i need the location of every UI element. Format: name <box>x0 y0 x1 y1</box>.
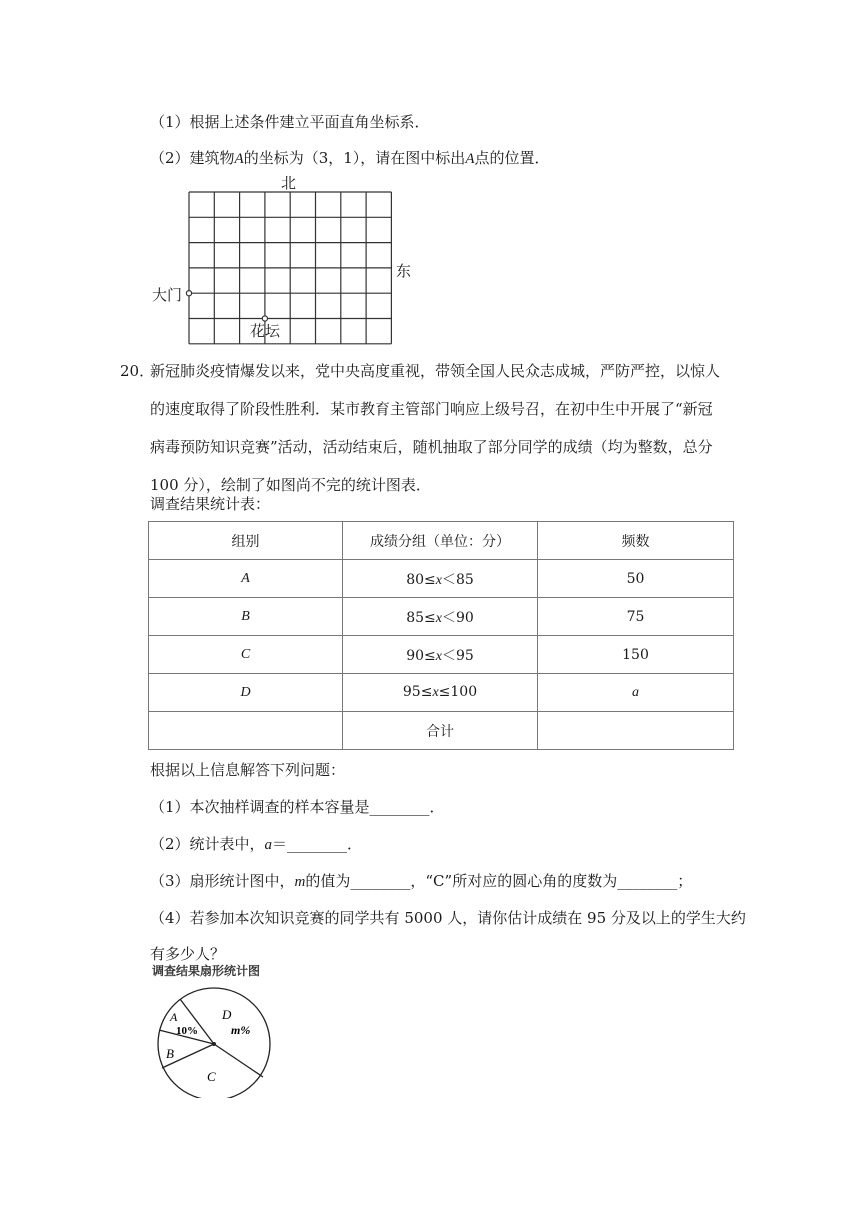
range-cell: 90≤x＜95 <box>343 636 538 674</box>
q20-line: 新冠肺炎疫情爆发以来，党中央高度重视，带领全国人民众志成城，严防严控，以惊人 <box>150 362 721 380</box>
altar-label: 花坛 <box>250 322 281 340</box>
range-cell: 95≤x≤100 <box>343 674 538 712</box>
empty-cell <box>538 712 734 750</box>
grid-map <box>150 172 420 347</box>
q20-text <box>120 352 735 504</box>
table-header-row <box>149 522 734 560</box>
pie-label-A-percent: 10% <box>176 1025 198 1037</box>
pie-label-B: B <box>166 1046 174 1061</box>
pie-title: 调查结果扇形统计图 <box>152 964 261 978</box>
table-header-cell: 组别 <box>149 522 343 560</box>
east-label: 东 <box>396 262 412 280</box>
group-cell: D <box>149 674 343 712</box>
altar-marker <box>262 316 267 321</box>
sub-question-4-line1: （4）若参加本次知识竞赛的同学共有 5000 人，请你估计成绩在 95 分及以上的学生大约 <box>150 909 746 927</box>
pie-label-D: D <box>222 1007 232 1022</box>
prompt: 根据以上信息解答下列问题： <box>150 761 346 779</box>
q19-part2: （2）建筑物A的坐标为（3，1），请在图中标出A点的位置． <box>150 149 550 167</box>
pie-label-A: A <box>170 1010 178 1024</box>
q20-line: 病毒预防知识竞赛”活动，活动结束后，随机抽取了部分同学的成绩（均为整数，总分 <box>150 438 713 456</box>
freq-cell: 75 <box>538 598 734 636</box>
group-cell: A <box>149 560 343 598</box>
table-total-row <box>149 712 734 750</box>
pie-chart <box>152 984 282 1098</box>
empty-cell <box>149 712 343 750</box>
q20-line: 100 分），绘制了如图尚不完的统计图表． <box>150 476 431 494</box>
table-row <box>149 636 734 674</box>
q20-line: 的速度取得了阶段性胜利．某市教育主管部门响应上级号召，在初中生中开展了“新冠 <box>150 400 713 418</box>
q19-part1: （1）根据上述条件建立平面直角坐标系． <box>150 113 430 131</box>
sub-question-3: （3）扇形统计图中，m的值为________，“C”所对应的圆心角的度数为________； <box>150 872 693 890</box>
freq-cell: 150 <box>538 636 734 674</box>
table-row <box>149 560 734 598</box>
result-table <box>148 521 734 750</box>
pie-divider-C-D <box>214 1044 263 1077</box>
group-cell: C <box>149 636 343 674</box>
question-number: 20． <box>120 362 155 380</box>
freq-cell: a <box>538 674 734 712</box>
gate-marker <box>186 291 191 296</box>
pie-figure <box>152 962 282 1098</box>
grid-map-figure <box>150 172 420 347</box>
table-header-cell: 频数 <box>538 522 734 560</box>
pie-center <box>212 1042 216 1046</box>
pie-label-C: C <box>207 1069 216 1084</box>
range-cell: 80≤x＜85 <box>343 560 538 598</box>
sub-question-1: （1）本次抽样调查的样本容量是________． <box>150 798 445 816</box>
gate-label: 大门 <box>152 286 183 304</box>
table-header-cell: 成绩分组（单位：分） <box>343 522 538 560</box>
table-row <box>149 674 734 712</box>
table-caption: 调查结果统计表： <box>150 495 271 513</box>
total-label-cell: 合计 <box>343 712 538 750</box>
north-label: 北 <box>281 174 297 192</box>
sub-question-2: （2）统计表中，a＝________． <box>150 835 363 853</box>
group-cell: B <box>149 598 343 636</box>
freq-cell: 50 <box>538 560 734 598</box>
pie-label-D-percent: m% <box>231 1023 251 1037</box>
table-row <box>149 598 734 636</box>
range-cell: 85≤x＜90 <box>343 598 538 636</box>
sub-question-4-line2: 有多少人？ <box>150 945 226 963</box>
